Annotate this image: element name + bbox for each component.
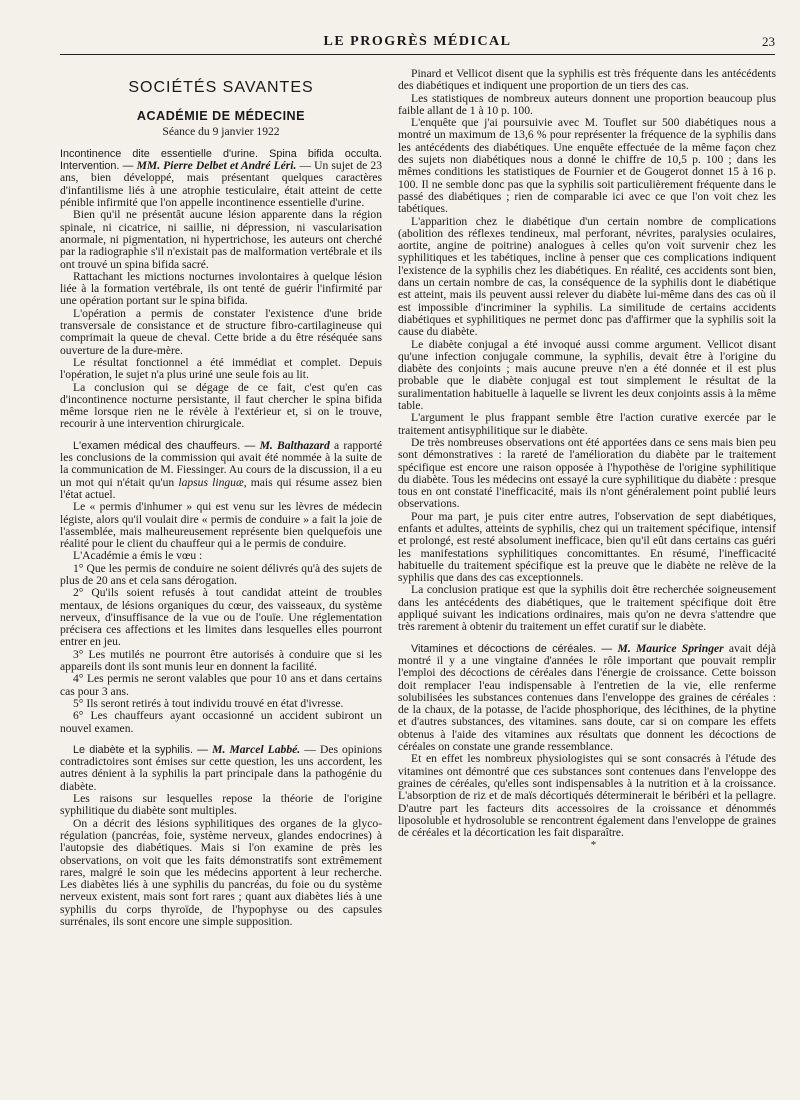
academy-title: ACADÉMIE DE MÉDECINE bbox=[136, 109, 306, 124]
paragraph-vitamines bbox=[398, 643, 776, 754]
article-heading: Vitamines et décoctions de céréales. — bbox=[411, 642, 618, 655]
article-authors: MM. Pierre Delbet et André Léri. bbox=[136, 159, 297, 173]
paragraph-diabete-syphilis bbox=[60, 744, 382, 793]
paragraph: Les statistiques de nombreux auteurs donnent une proportion beaucoup plus faible allant de 1 à 10 p. 100. bbox=[398, 91, 776, 117]
article-author: M. Balthazard bbox=[259, 438, 330, 452]
paragraph: Le résultat fonctionnel a été immédiat et complet. Depuis l'opération, le sujet n'a plus uriné une seule fois au lit. bbox=[60, 355, 382, 382]
article-author: M. Marcel Labbé. bbox=[212, 742, 301, 756]
page-number: 23 bbox=[762, 34, 775, 49]
paragraph: On a décrit des lésions syphilitiques des organes de la glyco-régulation (pancréas, foie, système nerveux, glandes endocrines) à l'autopsie des diabétiques. Mais si l'on examine de près les observations, on voit que les faits démonstratifs sont extrêmement rares, malgré le soin que les médecins apportent à leur recherche. Les diabètes liés à une syphilis du pancréas, du foie ou du système nerveux existent, mais sont fort rares ; quant aux diabètes liés à une syphilis du corps thyroïde, de l'hypophyse ou des capsules surrénales, ils sont encore une simple supposition. bbox=[60, 816, 382, 928]
paragraph: L'opération a permis de constater l'existence d'une bride transversale de consistance et de structure fibro-cartilagineuse qui comprimait la queue de cheval. Cette bride a du être réséquée sans ouverture de la dure-mère. bbox=[60, 306, 382, 357]
article-heading: Le diabète et la syphilis. — bbox=[73, 743, 213, 756]
paragraph: Bien qu'il ne présentât aucune lésion apparente dans la région spinale, ni cicatrice, ni saillie, ni dépression, ni vascularisation anormale, ni pigmentation, ni hypertrichose, les auteurs ont cherché par la radiographie s'il n'existait pas de malformation vertébrale et ils ont trouvé un spina bifida sacré. bbox=[60, 208, 382, 271]
paragraph: Le « permis d'inhumer » qui est venu sur les lèvres de médecin légiste, alors qu'il voulait dire « permis de conduire » a fait la joie de l'assemblée, mais malheureusement représente bien quelquefois une réalité pour le client du chauffeur qui a le permis de conduire. bbox=[60, 500, 382, 551]
paragraph: Et en effet les nombreux physiologistes qui se sont consacrés à l'étude des vitamines ont démontré que ces substances sont contenues dans l'enveloppe des graines de céréales, qu'elles sont indispensables à la nutrition et à la croissance. L'absorption de riz et de maïs décortiqués déterminerait le béribéri et la pellagre. D'autre part les facteurs dits accessoires de la croissance et dénommés liposoluble et hydrosoluble se rencontrent également dans l'enveloppe de graines de céréales et la décortication les fait disparaître. bbox=[398, 752, 776, 840]
paragraph-text: a rapporté les conclusions de la commission qui avait été nommée à la suite de la communication de M. Fiessinger. Au cours de la discussion, il a eu un mot qui n'était qu'un bbox=[60, 438, 382, 489]
paragraph: L'Académie a émis le vœu : bbox=[73, 549, 203, 563]
list-item: 5° Ils seront retirés à tout individu trouvé en état d'ivresse. bbox=[73, 696, 344, 710]
article-heading: Incontinence dite essentielle d'urine. Spina bifida occulta. Intervention. — bbox=[60, 147, 382, 173]
list-item: 4° Les permis ne seront valables que pour 10 ans et dans certains cas pour 3 ans. bbox=[60, 672, 382, 698]
running-header bbox=[60, 34, 775, 55]
list-item: 2° Qu'ils soient refusés à tout candidat atteint de troubles mentaux, de lésions organiques du cœur, des vaisseaux, du système nerveux, d'insuffisance de la vue ou de l'ouïe. Une réglementation précisera ces affections et les limites dans lesquelles elles pourront entrer en jeu. bbox=[60, 586, 382, 649]
italic-phrase: lapsus linguæ bbox=[178, 475, 244, 489]
article-author: M. Maurice Springer bbox=[617, 641, 724, 655]
journal-title: LE PROGRÈS MÉDICAL bbox=[323, 34, 512, 49]
paragraph: L'enquête que j'ai poursuivie avec M. Touflet sur 500 diabétiques nous a montré un maximum de 13,6 % pour représenter la fréquence de la syphilis dans les antécédents des diabétiques. Une enquête effectuée de la même façon chez des sujets non diabétiques nous a donné le chiffre de 10,5 p. 100 ; dans les mêmes conditions les statistiques de Fournier et de Gougerot donnet 15 à 16 p. 100. Il ne semble donc pas que la syphilis soit particulièrement fréquente dans le passé des diabétiques ; rien de comparable ici avec ce que l'on voit chez les tabétiques. bbox=[398, 116, 776, 216]
paragraph-text: — Des opinions contradictoires sont émises sur cette question, les uns accordent, les autres dénient à la syphilis la part principale dans la pathogénie du diabète. bbox=[60, 742, 382, 793]
paragraph-text: , mais qui résume assez bien l'état actuel. bbox=[60, 475, 382, 501]
paragraph: Les raisons sur lesquelles repose la théorie de l'origine syphilitique du diabète sont multiples. bbox=[60, 792, 382, 818]
section-title: SOCIÉTÉS SAVANTES bbox=[128, 79, 314, 96]
paragraph: La conclusion qui se dégage de ce fait, c'est qu'en cas d'incontinence nocturne persistante, il faut chercher le spina bifida même lorsque rien ne le révèle à l'extérieur et, si on le trouve, recourir à une intervention chirurgicale. bbox=[60, 380, 382, 431]
paragraph: De très nombreuses observations ont été apportées dans ce sens mais bien peu sont démonstratives : la rareté de l'amélioration du diabète par le traitement spécifique est encore une raison opposée à l'hypothèse de l'origine syphilitique du diabète. Tous les médecins ont essayé la cure syphilitique du diabète : presque tous en ont constaté l'inefficacité, mais ils n'ont généralement point publié leurs observations. bbox=[398, 435, 776, 511]
paragraph: L'apparition chez le diabétique d'un certain nombre de complications (abolition des réflexes tendineux, mal perforant, névrites, paralysies oculaires, aortite, angine de poitrine) analogues à celles qu'on voit survenir chez les syphilitiques et les tabétiques, incline à penser que ces complications indiquent l'existence de la syphilis chez les diabétiques. En réalité, ces accidents sont bien, dans un certain nombre de cas, la conséquence de la syphilis dont le diabétique est atteint, mais ils peuvent aussi relever du diabète lui-même dans des cas où il est impossible d'incriminer la syphilis. La similitude de certains accidents diabétiques et syphilitiques ne permet donc pas d'affirmer que la syphilis soit la cause du diabète. bbox=[398, 214, 776, 339]
left-column bbox=[60, 68, 382, 1078]
end-separator: * bbox=[590, 839, 597, 852]
paragraph-text: — Un sujet de 23 ans, bien développé, mais présentant quelques caractères d'infantilisme liés à une atrophie testiculaire, était atteint de cette pénible infirmité que l'on appelle incontinence essentielle d'urine. bbox=[60, 159, 382, 210]
paragraph-chauffeurs bbox=[60, 440, 382, 501]
list-item: 1° Que les permis de conduire ne soient délivrés qu'à des sujets de plus de 20 ans et cela sans dérogation. bbox=[60, 561, 382, 587]
list-item: 6° Les chauffeurs ayant occasionné un accident subiront un nouvel examen. bbox=[60, 709, 382, 735]
paragraph: La conclusion pratique est que la syphilis doit être recherchée soigneusement dans les antécédents des diabétiques, que le traitement spécifique doit être appliqué suivant les indications ordinaires, mais qu'on ne devra s'attendre que très rarement à obtenir du traitement un effet curatif sur le diabète. bbox=[398, 583, 776, 634]
paragraph: L'argument le plus frappant semble être l'action curative exercée par le traitement antisyphilitique sur le diabète. bbox=[398, 411, 776, 437]
paragraph-incontinence bbox=[60, 148, 382, 209]
paragraph: Pour ma part, je puis citer entre autres, l'observation de sept diabétiques, enfants et adultes, atteints de syphilis, chez qui un traitement spécifique, intensif et prolongé, est resté absolument inefficace, bien qu'il eût dans certains cas guéri les manifestations syphilitiques concomittantes. En résumé, l'inefficacité habituelle du traitement spécifique est la preuve que le diabète ne relève de la syphilis que dans des cas exceptionnels. bbox=[398, 509, 776, 585]
article-heading: L'examen médical des chauffeurs. — bbox=[73, 439, 260, 452]
paragraph: Le diabète conjugal a été invoqué aussi comme argument. Vellicot disant qu'une infection conjugale commune, la syphilis, devait être à l'origine du diabète des conjoints ; mais aucune preuve n'en a été donnée et il est plus probable que le diabète conjugal est tout simplement le résultat de la suralimentation habituelle à laquelle se livrent les deux conjoints assis à la même table. bbox=[398, 337, 776, 413]
paragraph: Pinard et Vellicot disent que la syphilis est très fréquente dans les antécédents des diabétiques et indiquent une proportion de un tiers des cas. bbox=[398, 68, 776, 93]
list-item: 3° Les mutilés ne pourront être autorisés à conduire que si les appareils dont ils sont munis leur en donnent la facilité. bbox=[60, 647, 382, 674]
paragraph: Rattachant les mictions nocturnes involontaires à quelque lésion liée à la formation vertébrale, ils ont tenté de guérir l'infirmité par une opération portant sur le spina bifida. bbox=[60, 269, 382, 308]
session-date: Séance du 9 janvier 1922 bbox=[162, 124, 280, 138]
right-column bbox=[398, 68, 776, 1078]
paragraph-text: avait déjà montré il y a une vingtaine d'années le rôle important que pouvait remplir l'emploi des décoctions de céréales dans l'énergie de croissance. Cette boisson doit remplacer l'eau indispensable à l'entretien de la vie, elle renferme solubilisées les substances contenues dans l'enveloppe des graines de céréales : de la chaux, de la potasse, de l'acide phosphorique, des lécithines, de la phytine et d'autres substances, des vitamines. sans doute, car si on compare les effets obtenus à l'aide des vitamines aux résultats que donnent les décoctions de céréales on constate une grande ressemblance. bbox=[398, 641, 776, 754]
